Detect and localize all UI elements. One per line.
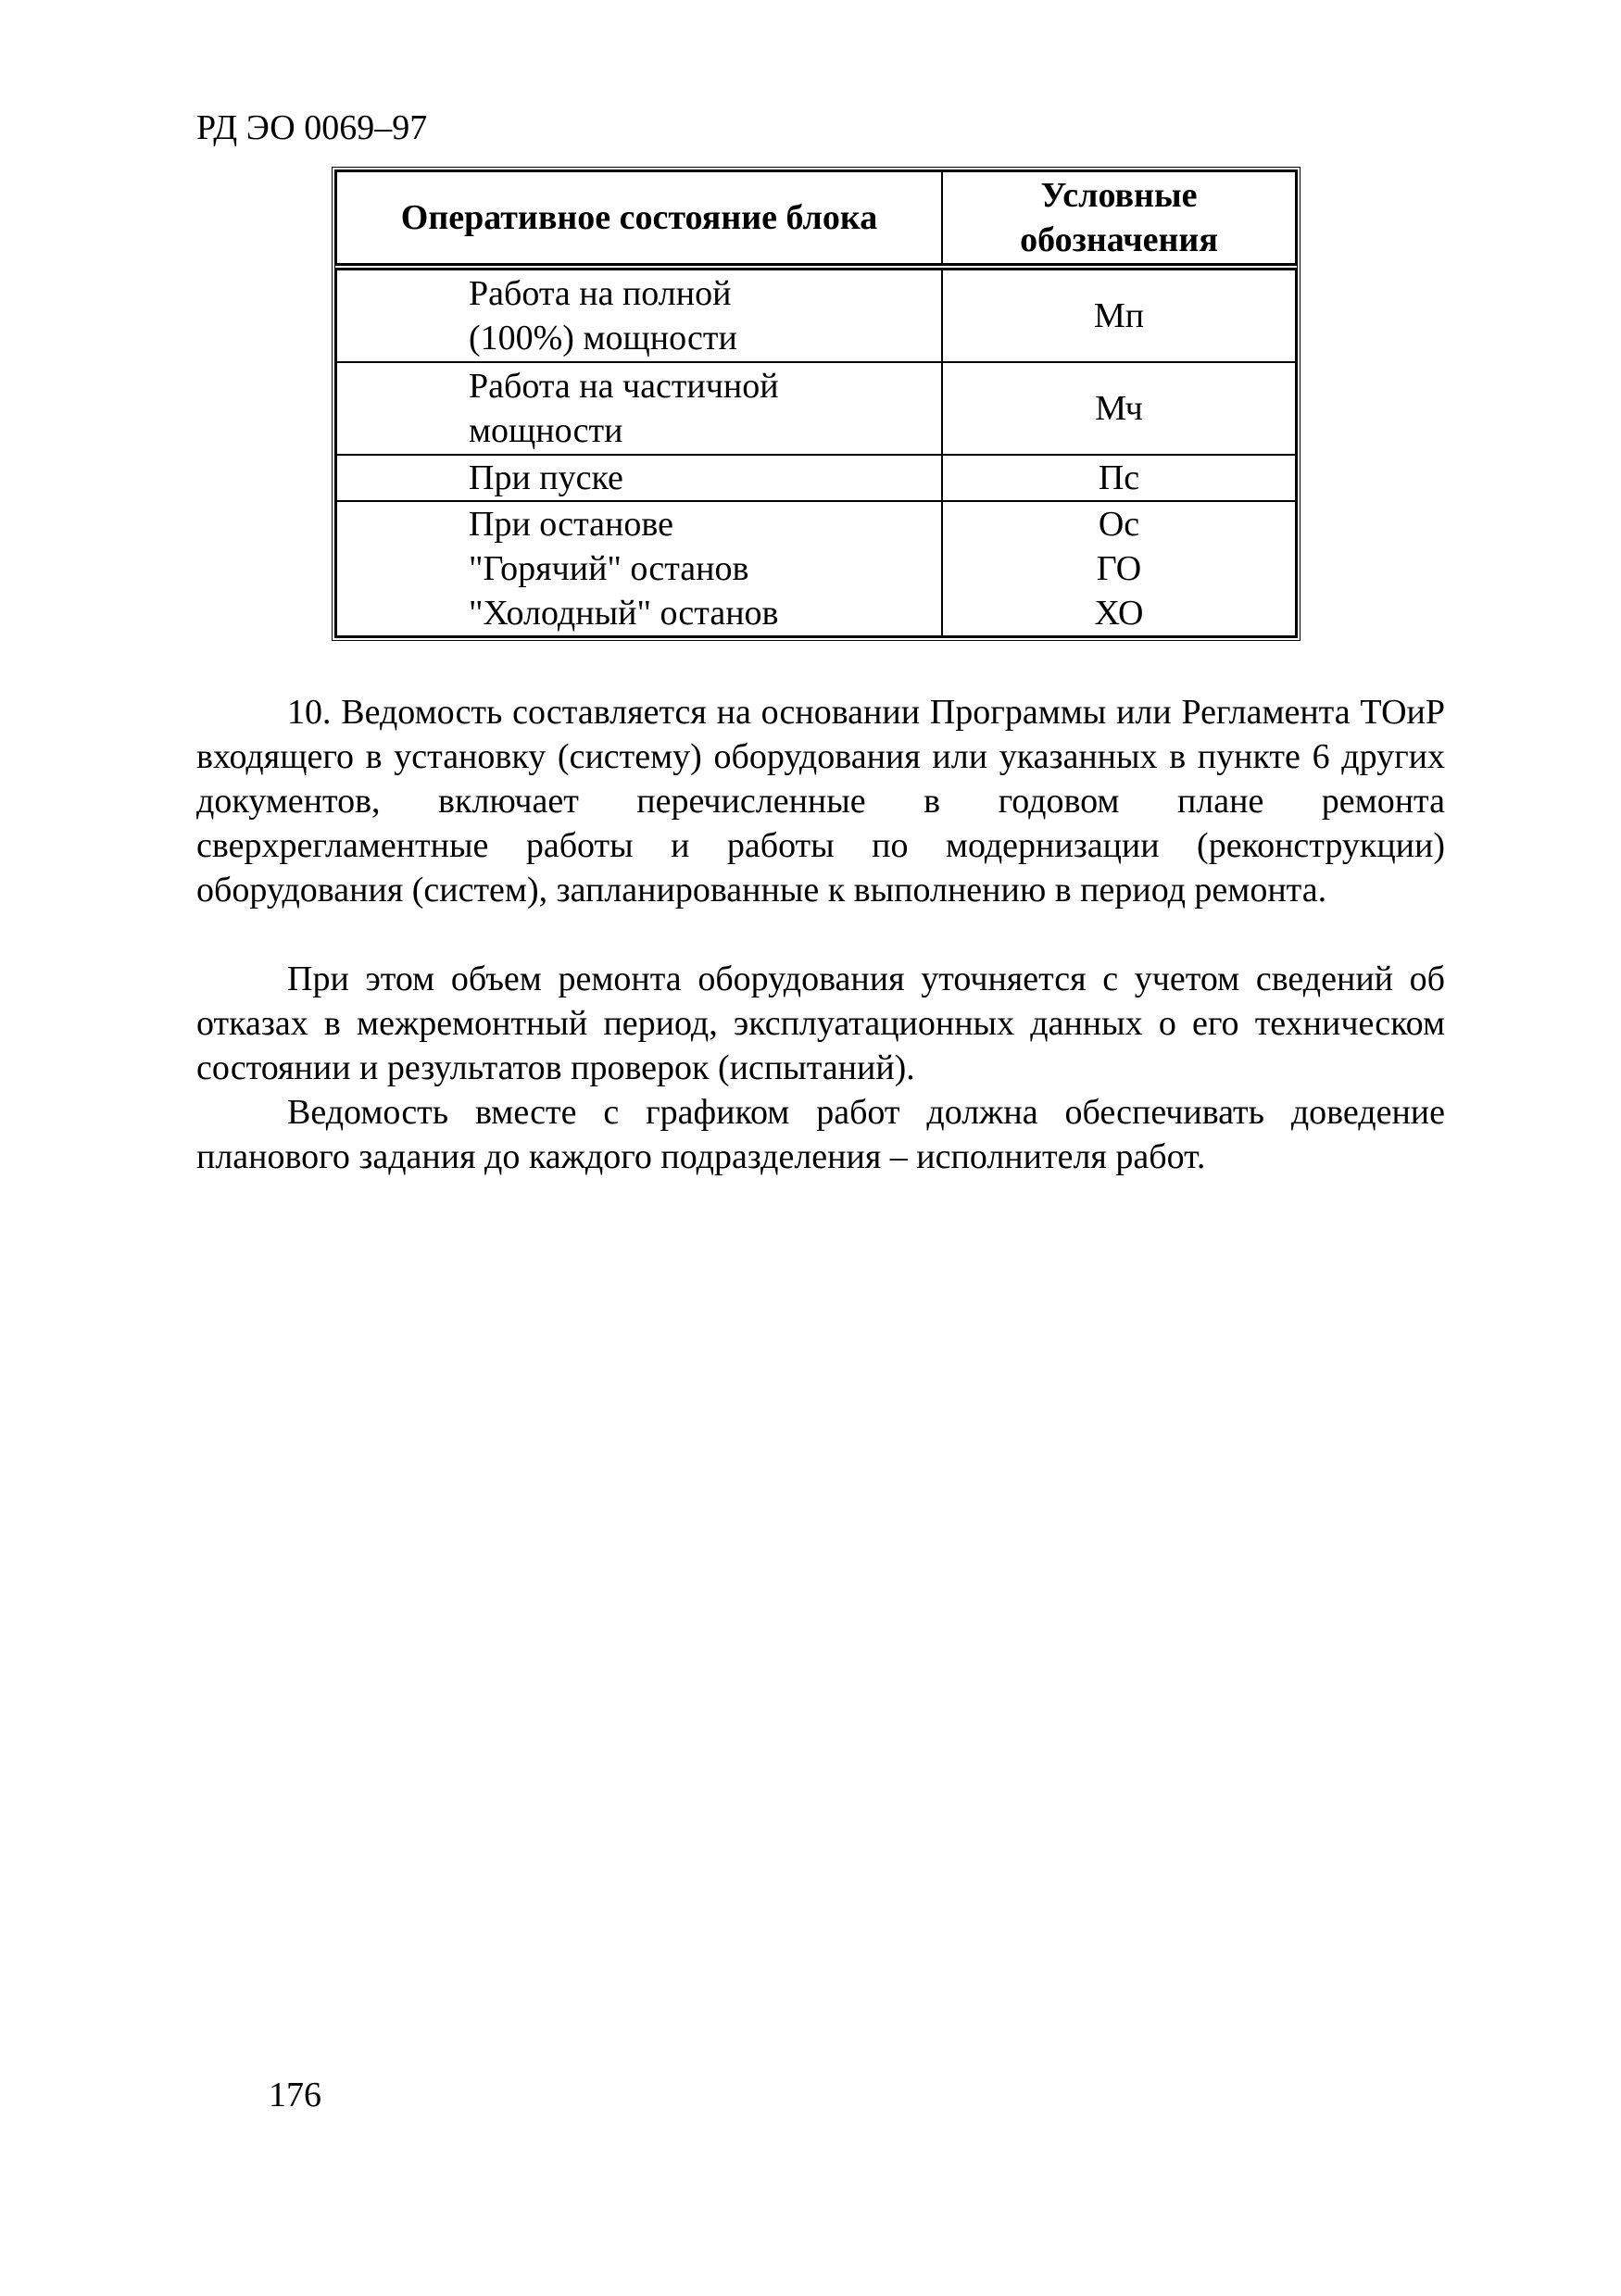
- code-cell: Мп: [942, 267, 1296, 362]
- paragraph-schedule: Ведомость вместе с графиком работ должна обеспечивать доведение планового задания до каждого подразделения – исполнителя работ.: [196, 1093, 1445, 1176]
- paragraph-scope: При этом объем ремонта оборудования уточняется с учетом сведений об отказах в межремонтный период, эксплуатационных данных о его техническом состоянии и результатов проверок (испытаний).: [196, 960, 1445, 1087]
- status-codes-table: [332, 167, 1301, 641]
- column-header-state: Оперативное состояние блока: [336, 171, 942, 267]
- page-number: 176: [269, 2076, 321, 2114]
- code-cell: Ос ГО ХО: [942, 501, 1296, 636]
- paragraph-10: 10. Ведомость составляется на основании Программы или Регламента ТОиР входящего в установку (систему) оборудования или указанных в пункте 6 других документов, включает перечисленные в годовом плане ремонта сверхрегламентные работы и работы по модернизации (реконструкции) оборудования (систем), запланированные к выполнению в период ремонта.: [196, 693, 1445, 910]
- table-row: [336, 362, 1296, 455]
- table-row: [336, 267, 1296, 362]
- document-code-header: РД ЭО 0069–97: [196, 108, 428, 147]
- code-cell: Пс: [942, 455, 1296, 501]
- state-cell: Работа на полной (100%) мощности: [336, 267, 942, 362]
- table-header-row: [336, 171, 1296, 267]
- table-row: [336, 501, 1296, 636]
- column-header-code: Условные обозначения: [942, 171, 1296, 267]
- state-cell: При пуске: [336, 455, 942, 501]
- state-cell: Работа на частичной мощности: [336, 362, 942, 455]
- code-cell: Мч: [942, 362, 1296, 455]
- table-row: [336, 455, 1296, 501]
- state-cell: При останове "Горячий" останов "Холодный" останов: [336, 501, 942, 636]
